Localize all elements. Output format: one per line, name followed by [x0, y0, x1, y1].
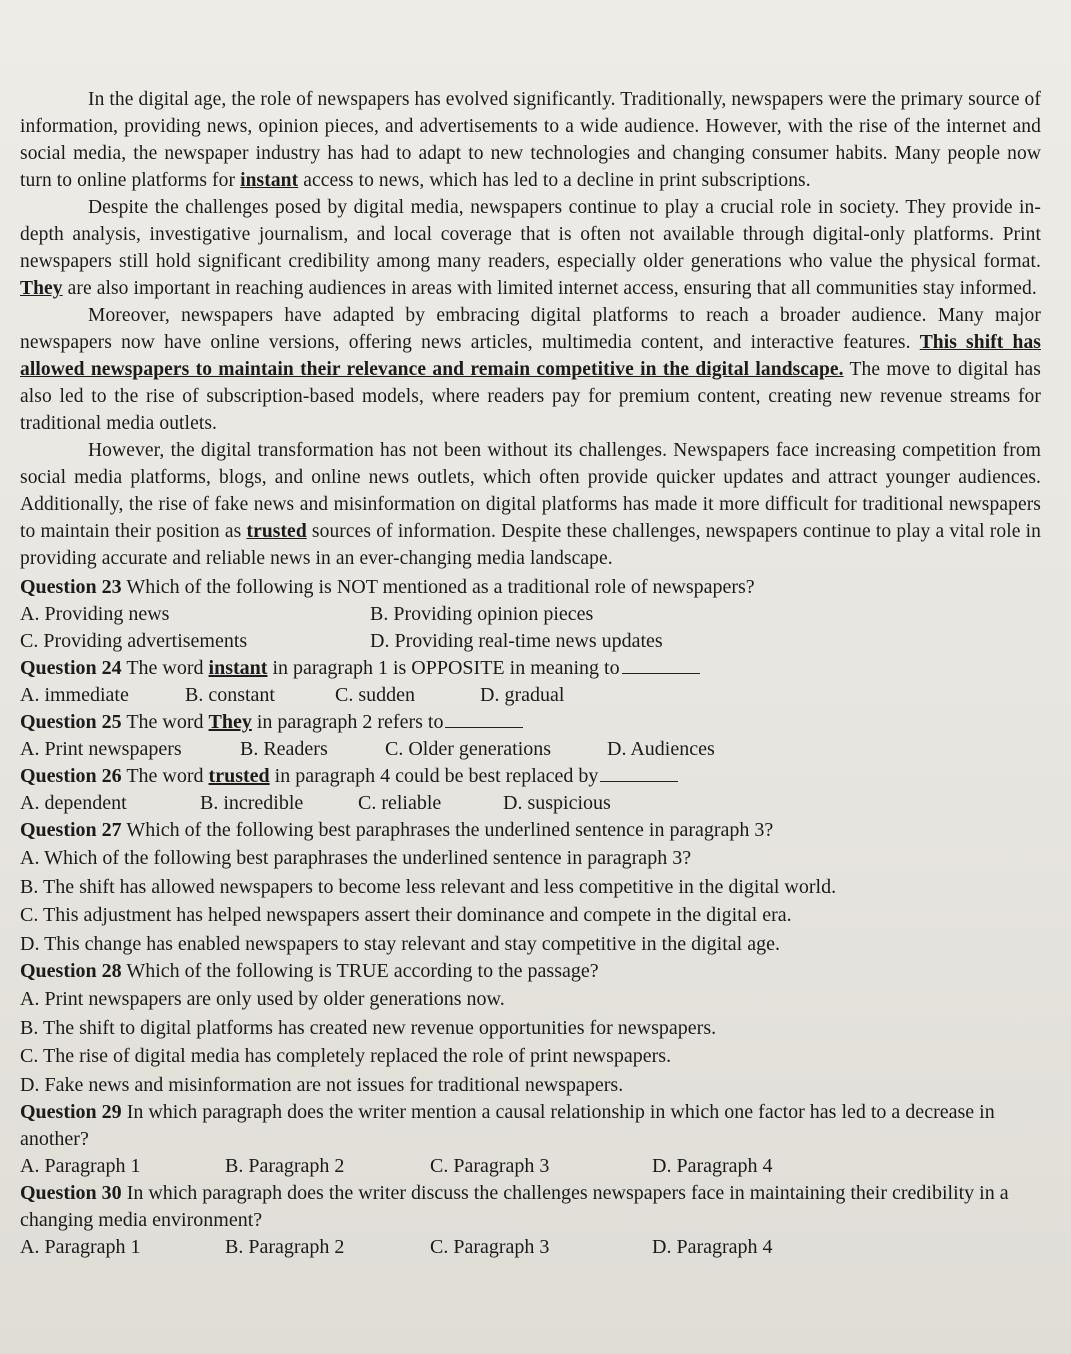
option-c[interactable]: C. Paragraph 3 — [430, 1236, 550, 1258]
options-list — [20, 985, 1041, 1099]
options-list — [20, 844, 1041, 958]
question-stem: Question 26 The word trusted in paragraph 4 could be best replaced by — [20, 763, 1041, 790]
question-27 — [20, 817, 1041, 958]
question-23 — [20, 574, 1041, 655]
option-c[interactable]: C. Paragraph 3 — [430, 1155, 550, 1177]
question-stem: Question 23 Which of the following is NOT mentioned as a traditional role of newspapers? — [20, 576, 755, 598]
option-c[interactable]: C. sudden — [335, 684, 415, 706]
option-d[interactable]: D. Audiences — [607, 738, 715, 760]
options-row — [20, 736, 1041, 763]
option-d[interactable]: D. gradual — [480, 684, 565, 706]
option-d[interactable]: D. Paragraph 4 — [652, 1236, 773, 1258]
option-a[interactable]: A. Which of the following best paraphrases the underlined sentence in paragraph 3? — [20, 847, 692, 869]
option-d[interactable]: D. This change has enabled newspapers to stay relevant and stay competitive in the digital age. — [20, 932, 780, 955]
option-c[interactable]: C. reliable — [358, 792, 442, 814]
options-row — [20, 601, 1041, 628]
option-b[interactable]: B. Providing opinion pieces — [370, 603, 594, 625]
underlined-word-instant: instant — [240, 170, 299, 191]
option-b[interactable]: B. constant — [185, 684, 275, 706]
option-a[interactable]: A. Print newspapers are only used by older generations now. — [20, 988, 505, 1010]
option-b[interactable]: B. Readers — [240, 738, 328, 760]
option-b[interactable]: B. Paragraph 2 — [225, 1236, 345, 1258]
answer-blank[interactable] — [600, 780, 678, 782]
question-28 — [20, 958, 1041, 1099]
options-row — [20, 1153, 1041, 1180]
option-a[interactable]: A. Print newspapers — [20, 738, 182, 760]
options-row — [20, 682, 1041, 709]
option-c[interactable]: C. The rise of digital media has completely replaced the role of print newspapers. — [20, 1045, 672, 1067]
option-a[interactable]: A. dependent — [20, 792, 127, 814]
options-row — [20, 790, 1041, 817]
option-d[interactable]: D. Paragraph 4 — [652, 1155, 773, 1177]
question-stem: Question 28 Which of the following is TRUE according to the passage? — [20, 960, 599, 982]
question-stem: Question 29 In which paragraph does the writer mention a causal relationship in which one factor has led to a decrease in another? — [20, 1101, 995, 1150]
underlined-word-they: They — [20, 278, 63, 299]
question-stem: Question 30 In which paragraph does the writer discuss the challenges newspapers face in maintaining their credibility in a changing media environment? — [20, 1182, 1009, 1231]
option-c[interactable]: C. Providing advertisements — [20, 630, 248, 652]
option-a[interactable]: A. Providing news — [20, 603, 170, 625]
answer-blank[interactable] — [445, 726, 523, 728]
option-c[interactable]: C. Older generations — [385, 738, 552, 760]
question-list — [20, 574, 1041, 1261]
option-d[interactable]: D. Providing real-time news updates — [370, 630, 663, 652]
paragraph-2: Despite the challenges posed by digital media, newspapers continue to play a crucial role in society. They provide in-depth analysis, investigative journalism, and local coverage that is often not available through digital-only platforms. Print newspapers still hold significant credibility among many readers, especially older generations who value the physical format. They are also important in reaching audiences in areas with limited internet access, ensuring that all communities stay informed. — [20, 197, 1041, 299]
reading-passage — [20, 86, 1041, 572]
option-a[interactable]: A. immediate — [20, 684, 129, 706]
option-b[interactable]: B. The shift to digital platforms has created new revenue opportunities for newspapers. — [20, 1016, 717, 1039]
question-25 — [20, 709, 1041, 763]
paragraph-4: However, the digital transformation has not been without its challenges. Newspapers face increasing competition from social media platforms, blogs, and online news outlets, which often provide quicker updates and attract younger audiences. Additionally, the rise of fake news and misinformation on digital platforms has made it more difficult for traditional newspapers to maintain their position as trusted sources of information. Despite these challenges, newspapers continue to play a vital role in providing accurate and reliable news in an ever-changing media landscape. — [20, 440, 1042, 569]
option-b[interactable]: B. The shift has allowed newspapers to become less relevant and less competitive in the digital world. — [20, 875, 837, 898]
question-stem: Question 25 The word They in paragraph 2 refers to — [20, 709, 1041, 736]
paragraph-3: Moreover, newspapers have adapted by embracing digital platforms to reach a broader audience. Many major newspapers now have online versions, offering news articles, multimedia content, and interactive features. This shift has allowed newspapers to maintain their relevance and remain competitive in the digital landscape. The move to digital has also led to the rise of subscription-based models, where readers pay for premium content, creating new revenue streams for traditional media outlets. — [20, 305, 1041, 434]
question-stem: Question 27 Which of the following best paraphrases the underlined sentence in paragraph 3? — [20, 819, 774, 841]
question-stem: Question 24 The word instant in paragraph 1 is OPPOSITE in meaning to — [20, 655, 1041, 682]
question-26 — [20, 763, 1041, 817]
answer-blank[interactable] — [622, 672, 700, 674]
option-c[interactable]: C. This adjustment has helped newspapers assert their dominance and compete in the digital era. — [20, 904, 792, 926]
option-b[interactable]: B. Paragraph 2 — [225, 1155, 345, 1177]
option-d[interactable]: D. Fake news and misinformation are not issues for traditional newspapers. — [20, 1073, 624, 1096]
underlined-word-trusted: trusted — [246, 521, 307, 542]
paragraph-1: In the digital age, the role of newspapers has evolved significantly. Traditionally, newspapers were the primary source of information, providing news, opinion pieces, and advertisements to a wide audience. However, with the rise of the internet and social media, the newspaper industry has had to adapt to new technologies and changing consumer habits. Many people now turn to online platforms for instant access to news, which has led to a decline in print subscriptions. — [20, 89, 1041, 191]
option-d[interactable]: D. suspicious — [503, 792, 611, 814]
option-a[interactable]: A. Paragraph 1 — [20, 1236, 141, 1258]
question-29 — [20, 1099, 1041, 1180]
question-30 — [20, 1180, 1041, 1261]
options-row — [20, 1234, 1041, 1261]
underlined-sentence: This shift has allowed newspapers to maintain their relevance and remain competitive in the digital landscape. — [20, 332, 1041, 380]
question-24 — [20, 655, 1041, 709]
option-a[interactable]: A. Paragraph 1 — [20, 1155, 141, 1177]
options-row — [20, 628, 1041, 655]
option-b[interactable]: B. incredible — [200, 792, 304, 814]
